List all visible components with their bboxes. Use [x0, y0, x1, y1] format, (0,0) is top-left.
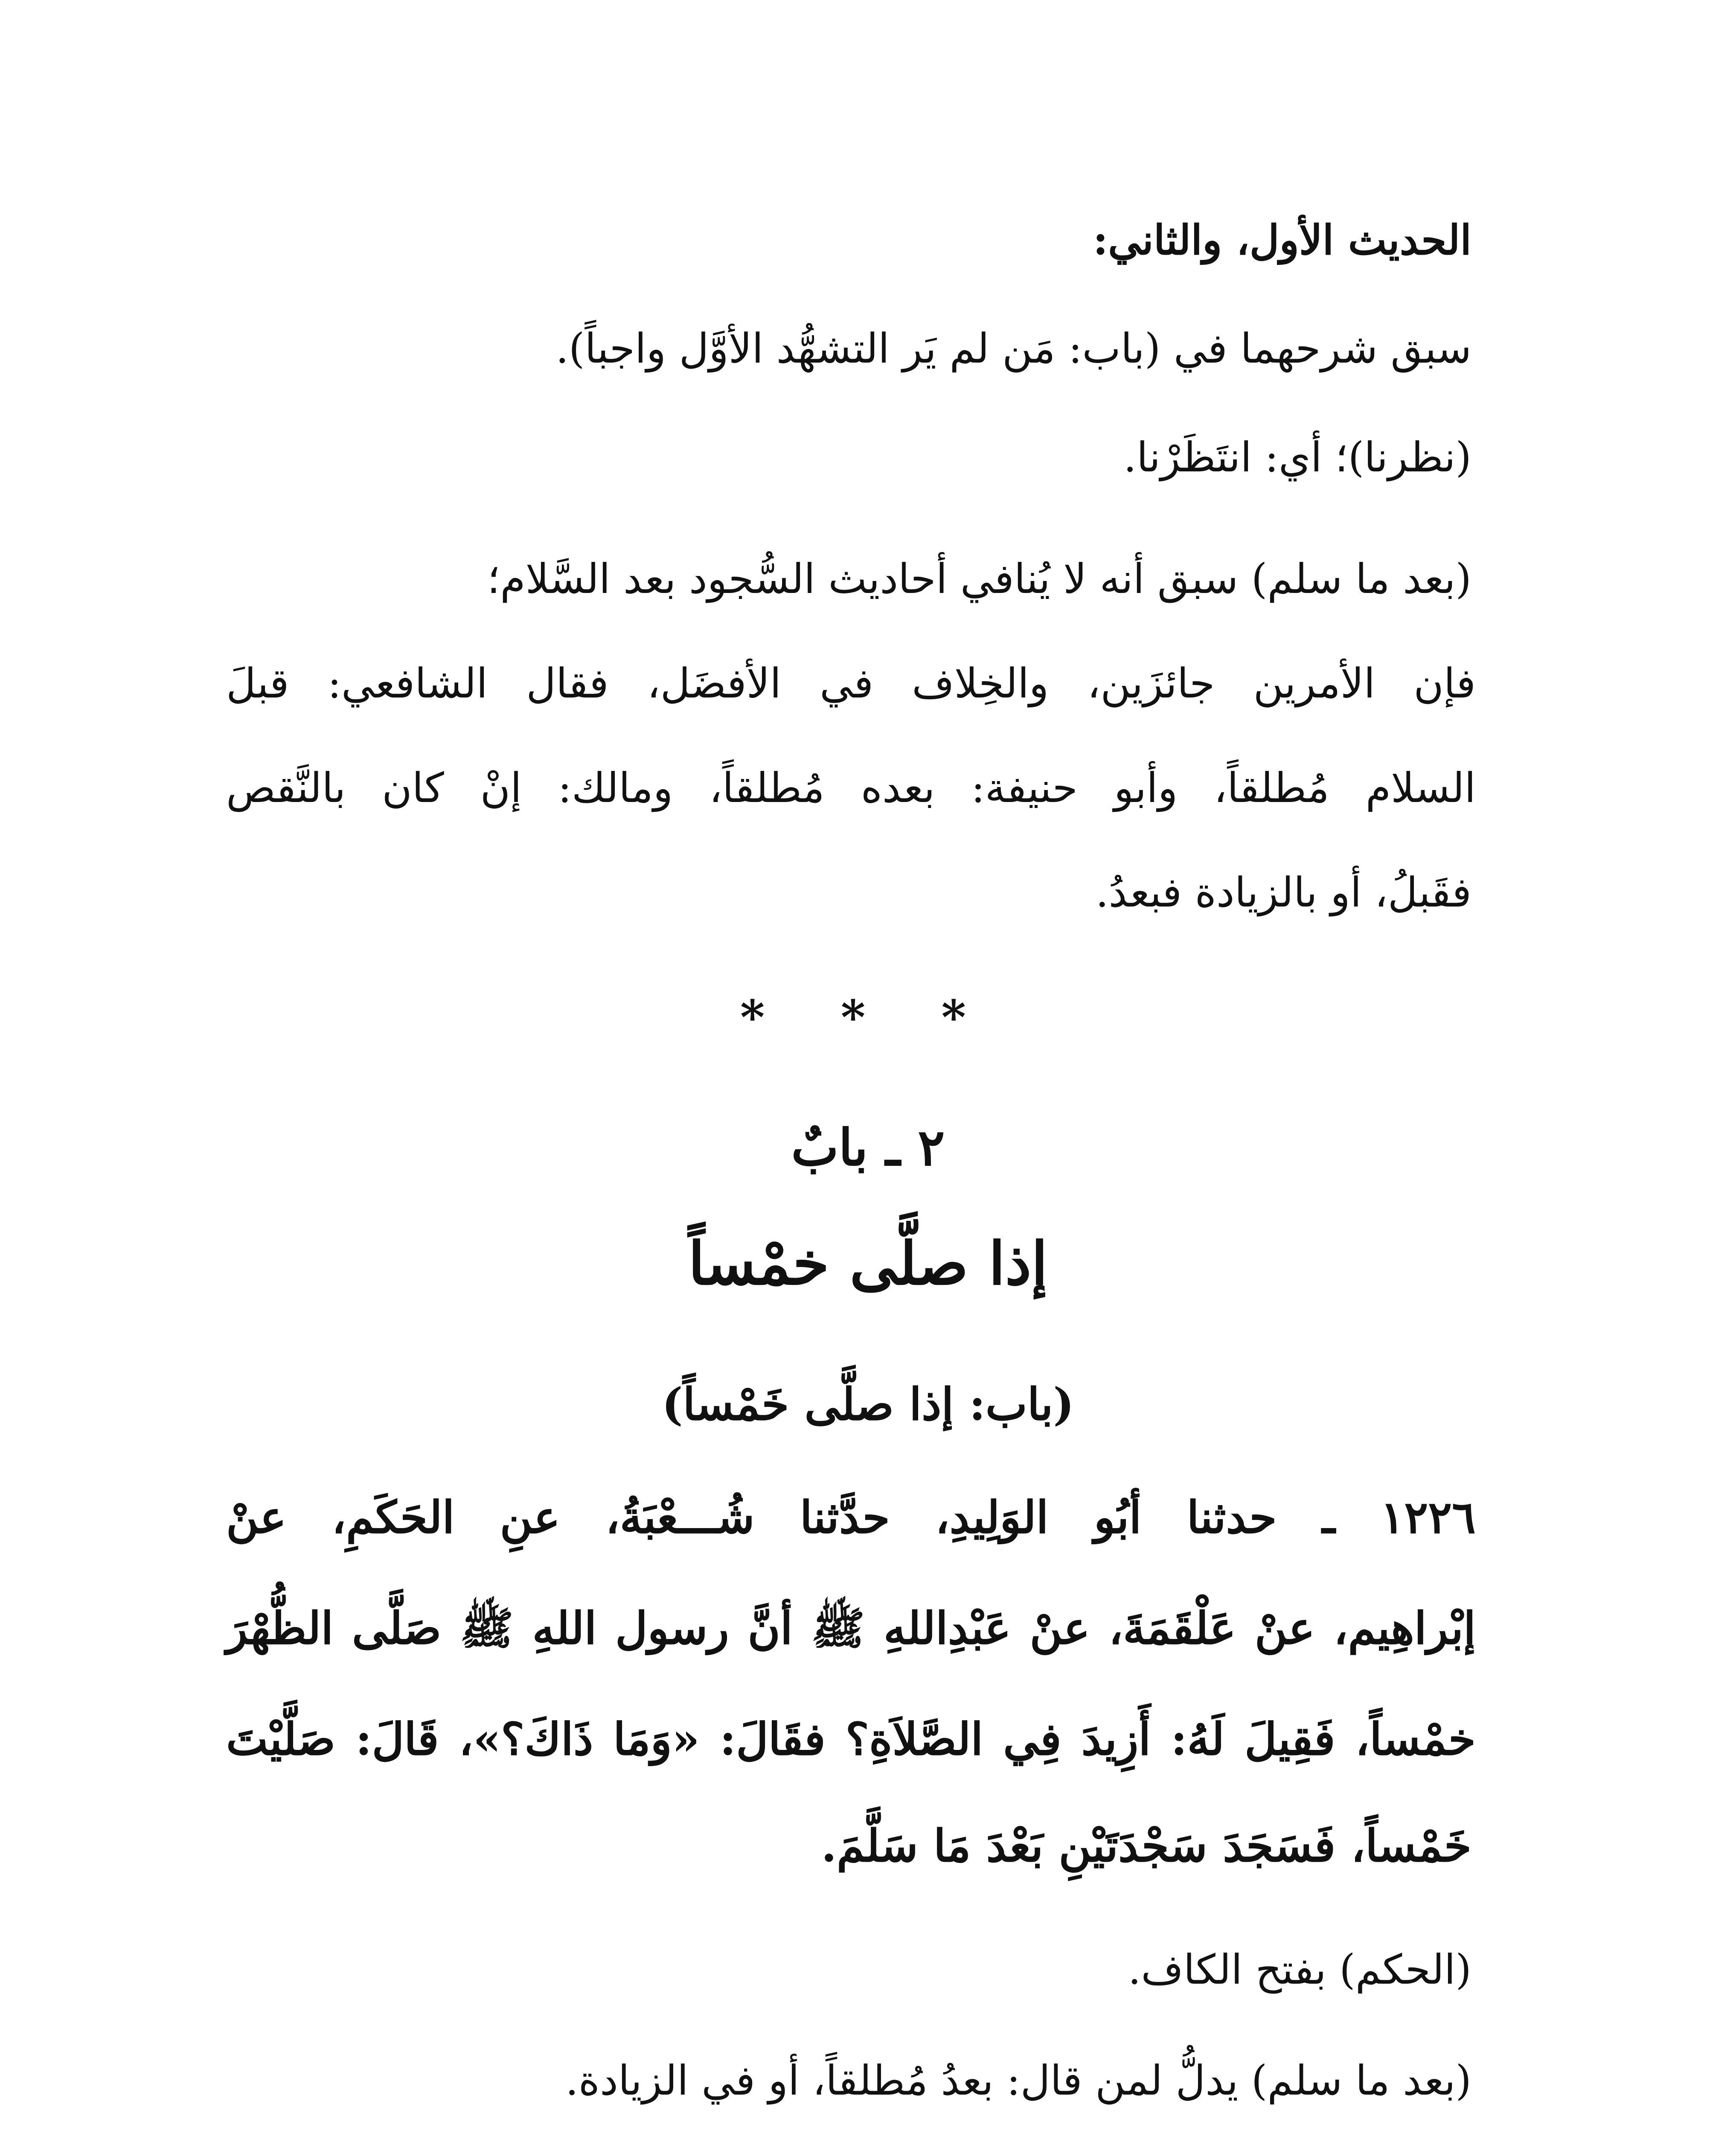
- commentary-line: (الحكم) بفتح الكاف.: [1128, 1946, 1471, 1994]
- commentary-line: السلام مُطلقاً، وأبو حنيفة: بعده مُطلقاً، ومالك: إنْ كان بالنَّقص: [226, 764, 1476, 812]
- commentary-heading: الحديث الأول، والثاني:: [1093, 216, 1471, 264]
- hadith-text-line: خَمْساً، فَسَجَدَ سَجْدَتَيْنِ بَعْدَ مَا سَلَّمَ.: [821, 1819, 1471, 1872]
- hadith-text-line: خمْساً، فَقِيلَ لَهُ: أَزِيدَ فِي الصَّلاَةِ؟ فقَالَ: «وَمَا ذَاكَ؟»، قَالَ: صَلَّيْتَ: [226, 1713, 1476, 1765]
- chapter-title: إذا صلَّى خمْساً: [688, 1229, 1048, 1298]
- hadith-text-line: ١٢٢٦ ـ حدثنا أبُو الوَلِيدِ، حدَّثنا شُـــعْبَةُ، عنِ الحَكَمِ، عنْ: [226, 1491, 1476, 1543]
- hadith-text-line: إبْراهِيم، عنْ عَلْقَمَةَ، عنْ عَبْدِاللهِ ﷺ أنَّ رسول اللهِ ﷺ صَلَّى الظُّهْرَ: [226, 1602, 1476, 1654]
- commentary-line: (بعد ما سلم) سبق أنه لا يُنافي أحاديث السُّجود بعد السَّلام؛: [487, 555, 1471, 603]
- chapter-number: ٢ ـ بابٌ: [791, 1118, 945, 1177]
- commentary-line: سبق شرحهما في (باب: مَن لم يَر التشهُّد الأوَّل واجباً).: [555, 325, 1471, 372]
- commentary-line: فقَبلُ، أو بالزيادة فبعدُ.: [1096, 869, 1471, 916]
- section-separator: * * *: [740, 990, 996, 1045]
- commentary-line: فإن الأمرين جائزَين، والخِلاف في الأفضَل، فقال الشافعي: قبلَ: [226, 660, 1476, 707]
- commentary-line: (نظرنا)؛ أي: انتَظَرْنا.: [1123, 433, 1471, 481]
- bab-heading: (باب: إذا صلَّى خَمْساً): [662, 1378, 1074, 1430]
- commentary-line: (بعد ما سلم) يدلُّ لمن قال: بعدُ مُطلقاً، أو في الزيادة.: [565, 2057, 1471, 2104]
